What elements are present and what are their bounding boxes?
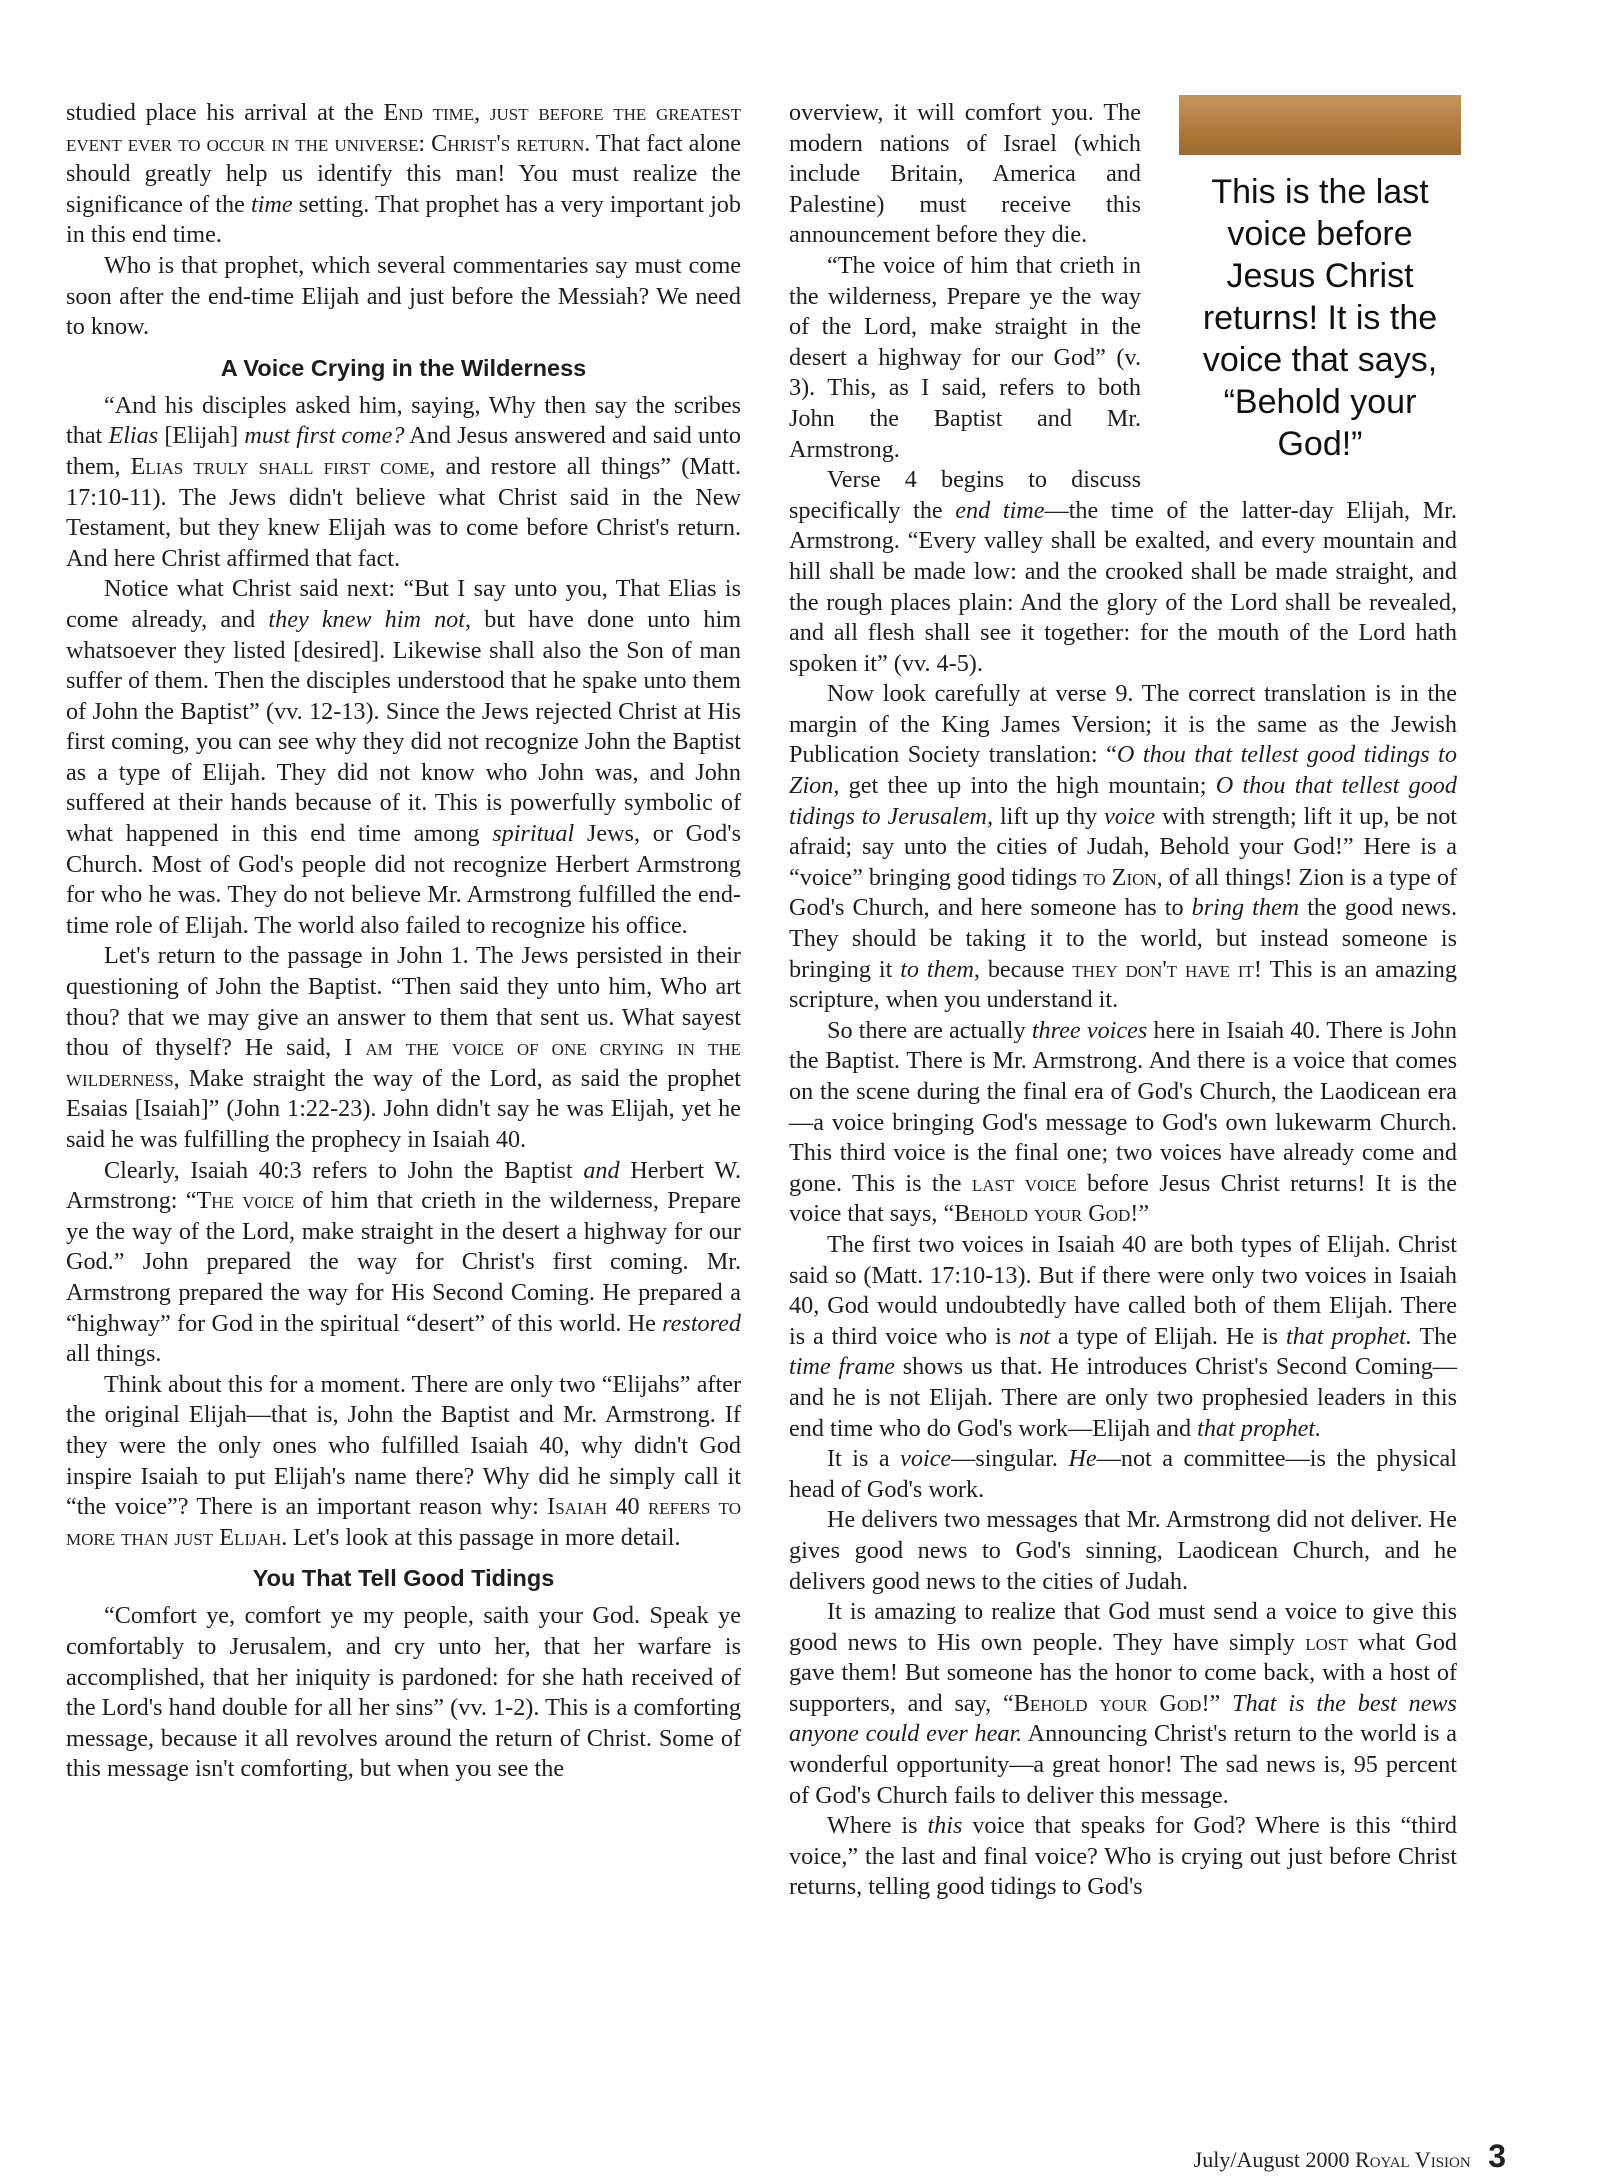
text-run: —the time of the latter-day Elijah, Mr. Armstrong. “Every valley shall be exalted, and every mountain and hill shall be made low: and the crooked shall be made straight, and the rough places plain: And the glory of the Lord shall be revealed, and all flesh shall see it together: for the mouth of the Lord hath spoken it” (vv. 4-5). — [789, 496, 1457, 677]
text-run: The — [1411, 1322, 1457, 1350]
text-run: Notice what Christ said next: “But I say unto you, That Elias is come already, and — [66, 575, 741, 633]
small-caps-text: to Zion — [1083, 863, 1157, 891]
emphasis-text: not — [1019, 1322, 1051, 1350]
emphasis-text: to them, — [900, 955, 980, 983]
text-run: Jews, or God's Church. Most of God's people did not recognize Herbert Armstrong for who he was. They do not believe Mr. Armstrong fulfilled the end-time role of Elijah. The world also failed to recognize his office. — [66, 820, 741, 939]
body-paragraph — [789, 679, 1457, 1016]
text-run: before Jesus Christ returns! It is the voice that says, “ — [789, 1169, 1457, 1228]
pull-quote — [1179, 95, 1461, 465]
text-run: , Make straight the way of the Lord, as said the prophet Esaias [Isaiah]” (John 1:22-23). John didn't say he was Elijah, yet he said he was fulfilling the prophecy in Isaiah 40. — [66, 1064, 741, 1153]
text-run: “And his disciples asked him, saying, Why then say the scribes that — [66, 391, 741, 450]
small-caps-text: Behold your God! — [1013, 1689, 1210, 1717]
emphasis-text: voice — [900, 1445, 952, 1473]
right-column — [789, 98, 1457, 1903]
emphasis-text: time — [250, 190, 293, 218]
emphasis-text: O thou that tellest good tidings to Zion, — [789, 741, 1457, 800]
magazine-title: Royal Vision — [1355, 2147, 1471, 2172]
emphasis-text: time frame — [789, 1353, 895, 1381]
text-run: ” — [1209, 1689, 1233, 1717]
emphasis-text: three voices — [1031, 1016, 1148, 1044]
page-number: 3 — [1488, 2138, 1506, 2174]
text-run: The first two voices in Isaiah 40 are both types of Elijah. Christ said so (Matt. 17:10-13). But if there were only two voices in Isaiah 40, God would undoubtedly have called both of them Elijah. There is a third voice who is — [789, 1230, 1457, 1350]
body-paragraph — [66, 1601, 741, 1785]
body-paragraph — [789, 1230, 1457, 1444]
emphasis-text: restored — [662, 1309, 741, 1337]
text-run: This is an amazing scripture, when you understand it. — [789, 955, 1457, 1014]
text-run: all things. — [66, 1340, 162, 1368]
body-paragraph — [66, 251, 741, 343]
body-paragraph — [66, 391, 741, 575]
text-run: It is a — [827, 1445, 901, 1473]
body-paragraph — [789, 1444, 1457, 1505]
text-run: “The voice of him that crieth in the wilderness, Prepare ye the way of the Lord, make straight in the desert a highway for our God” (v. 3). This, as I said, refers to both John the Baptist and Mr. Armstrong. — [789, 251, 1141, 463]
emphasis-text: and — [583, 1156, 620, 1184]
text-run: . Let's look at this passage in more detail. — [281, 1523, 681, 1551]
emphasis-text: this — [927, 1812, 963, 1840]
body-paragraph — [66, 574, 741, 941]
emphasis-text: spiritual — [492, 820, 575, 848]
text-run: . That fact alone should greatly help us identify this man! You must realize the significance of the — [66, 129, 741, 218]
small-caps-text: they don't have it! — [1072, 955, 1262, 983]
emphasis-text: that prophet. — [1286, 1322, 1412, 1350]
text-run: the good news. They should be taking it to the world, but instead someone is bringing it — [789, 894, 1458, 983]
section-heading: You That Tell Good Tidings — [252, 1565, 555, 1592]
text-run: So there are actually — [827, 1016, 1032, 1044]
emphasis-text: end time — [955, 496, 1045, 524]
emphasis-text: that prophet. — [1197, 1414, 1322, 1442]
body-paragraph — [66, 941, 741, 1155]
emphasis-text: voice — [1104, 802, 1156, 830]
text-run: Let's return to the passage in John 1. The Jews persisted in their questioning of John the Baptist. “Then said they unto him, Who art thou? that we may give an answer to them that sent us. What sayest thou of thyself? He said, I — [66, 942, 741, 1062]
emphasis-text: Elias — [108, 422, 159, 450]
text-run: setting. That prophet has a very important job in this end time. — [66, 190, 741, 249]
body-paragraph — [789, 1505, 1457, 1597]
text-run: Clearly, Isaiah 40:3 refers to John the Baptist — [104, 1156, 584, 1184]
text-run: And Jesus answered and said unto them, — [66, 422, 742, 480]
left-column — [66, 98, 741, 1785]
text-run: of him that crieth in the wilderness, Prepare ye the way of the Lord, make straight in the desert a highway for our God.” John prepared the way for Christ's first coming. Mr. Armstrong prepared the way for His Second Coming. He prepared a “highway” for God in the spiritual “desert” of this world. He — [66, 1187, 742, 1337]
text-run: Verse 4 begins to discuss specifically the — [789, 466, 1141, 524]
text-run: Announcing Christ's return to the world is a wonderful opportunity—a great honor! The sad news is, 95 percent of God's Church fails to deliver this message. — [789, 1720, 1457, 1809]
small-caps-text: Isaiah 40 refers to more than just Elijah — [66, 1493, 741, 1551]
text-run: shows us that. He introduces Christ's Second Coming—and he is not Elijah. There are only two prophesied leaders in this end time who do God's work—Elijah and — [789, 1353, 1457, 1442]
text-run: ” — [1138, 1200, 1150, 1228]
body-paragraph — [789, 1811, 1457, 1903]
text-run: a type of Elijah. He is — [1050, 1322, 1286, 1350]
pull-quote-text: This is the last voice before Jesus Christ returns! It is the voice that says, “Behold your God!” — [1202, 173, 1438, 463]
text-run: “Comfort ye, comfort ye my people, saith your God. Speak ye comfortably to Jerusalem, and cry unto her, that her warfare is accomplished, that her iniquity is pardoned: for she hath received of the Lord's hand double for all her sins” (vv. 1-2). This is a comforting message, because it all revolves around the return of Christ. Some of this message isn't comforting, but when you see the — [66, 1602, 741, 1783]
small-caps-text: lost — [1305, 1628, 1348, 1656]
text-run: lift up thy — [993, 802, 1105, 830]
text-run: because — [979, 955, 1073, 983]
emphasis-text: must first come? — [244, 422, 405, 450]
issue-date: July/August 2000 — [1193, 2147, 1350, 2172]
emphasis-text: That is the best news anyone could ever hear. — [789, 1689, 1457, 1748]
text-run: Who is that prophet, which several commentaries say must come soon after the end-time Elijah and just before the Messiah? We need to know. — [66, 251, 741, 341]
text-run: here in Isaiah 40. There is John the Baptist. There is Mr. Armstrong. And there is a voice that comes on the scene during the final era of God's Church, the Laodicean era—a voice bringing God's message to God's own lukewarm Church. This third voice is the final one; two voices have already come and gone. This is the — [789, 1016, 1457, 1197]
text-run: with strength; lift it up, be not afraid; say unto the cities of Judah, Behold your God!” Here is a “voice” bringing good tidings — [789, 802, 1458, 891]
text-run: —singular. — [951, 1445, 1069, 1473]
text-run: He delivers two messages that Mr. Armstrong did not deliver. He gives good news to God's sinning, Laodicean Church, and he delivers good news to the cities of Judah. — [789, 1506, 1457, 1595]
text-run: overview, it will comfort you. The modern nations of Israel (which include Britain, America and Palestine) must receive this announcement before they die. — [789, 99, 1141, 249]
text-run: , but have done unto him whatsoever they listed [desired]. Likewise shall also the Son of man suffer of them. Then the disciples understood that he spake unto them of John the Baptist” (vv. 12-13). Since the Jews rejected Christ at His first coming, you can see why they did not recognize John the Baptist as a type of Elijah. They did not know who John was, and John suffered at their hands because of it. This is powerfully symbolic of what happened in this end time among — [66, 605, 742, 848]
small-caps-text: Behold your God! — [954, 1200, 1139, 1228]
section-heading: A Voice Crying in the Wilderness — [220, 354, 587, 381]
text-run: get thee up into the high mountain; — [839, 772, 1216, 800]
body-paragraph — [66, 1370, 741, 1554]
pull-quote-bar — [1179, 95, 1461, 155]
text-run: Herbert W. Armstrong: “ — [66, 1156, 741, 1215]
page-footer — [1194, 2138, 1506, 2175]
body-paragraph — [66, 1156, 741, 1370]
text-run: Where is — [827, 1812, 928, 1840]
body-paragraph — [789, 1016, 1457, 1230]
emphasis-text: bring them — [1191, 894, 1300, 922]
small-caps-text: am the voice of one crying in the wilderness — [66, 1034, 742, 1092]
text-run: Now look carefully at verse 9. The correct translation is in the margin of the King James Version; it is the same as the Jewish Publication Society translation: “ — [789, 680, 1457, 769]
small-caps-text: Elias truly shall first come — [130, 452, 430, 480]
emphasis-text: He — [1068, 1445, 1097, 1473]
emphasis-text: O thou that tellest good tidings to Jerusalem, — [789, 772, 1457, 830]
text-run: [Elijah] — [158, 422, 245, 450]
small-caps-text: The voice — [196, 1187, 295, 1215]
text-run: —not a committee—is the physical head of God's work. — [789, 1445, 1457, 1503]
body-paragraph — [789, 1597, 1457, 1811]
text-run: voice that speaks for God? Where is this “third voice,” the last and final voice? Who is crying out just before Christ returns, telling good tidings to God's — [789, 1812, 1457, 1901]
text-run: , and restore all things” (Matt. 17:10-11). The Jews didn't believe what Christ said in the New Testament, but they knew Elijah was to come before Christ's return. And here Christ affirmed that fact. — [66, 452, 741, 572]
text-run: It is amazing to realize that God must send a voice to give this good news to His own people. They have simply — [789, 1598, 1457, 1656]
body-paragraph — [66, 98, 741, 251]
small-caps-text: last voice — [971, 1169, 1077, 1197]
text-run: what God gave them! But someone has the honor to come back, with a host of supporters, and say, “ — [789, 1628, 1458, 1717]
emphasis-text: they knew him not — [268, 605, 466, 633]
body-paragraph — [789, 465, 1457, 679]
small-caps-text: End time, just before the greatest event ever to occur in the universe: Christ's return — [66, 99, 741, 157]
text-run: , of all things! Zion is a type of God's Church, and here someone has to — [789, 863, 1458, 922]
text-run: Think about this for a moment. There are only two “Elijahs” after the original Elijah—that is, John the Baptist and Mr. Armstrong. If they were the only ones who fulfilled Isaiah 40, why didn't God inspire Isaiah to put Elijah's name there? Why did he simply call it “the voice”? There is an important reason why: — [66, 1370, 741, 1521]
text-run: studied place his arrival at the — [66, 99, 384, 126]
